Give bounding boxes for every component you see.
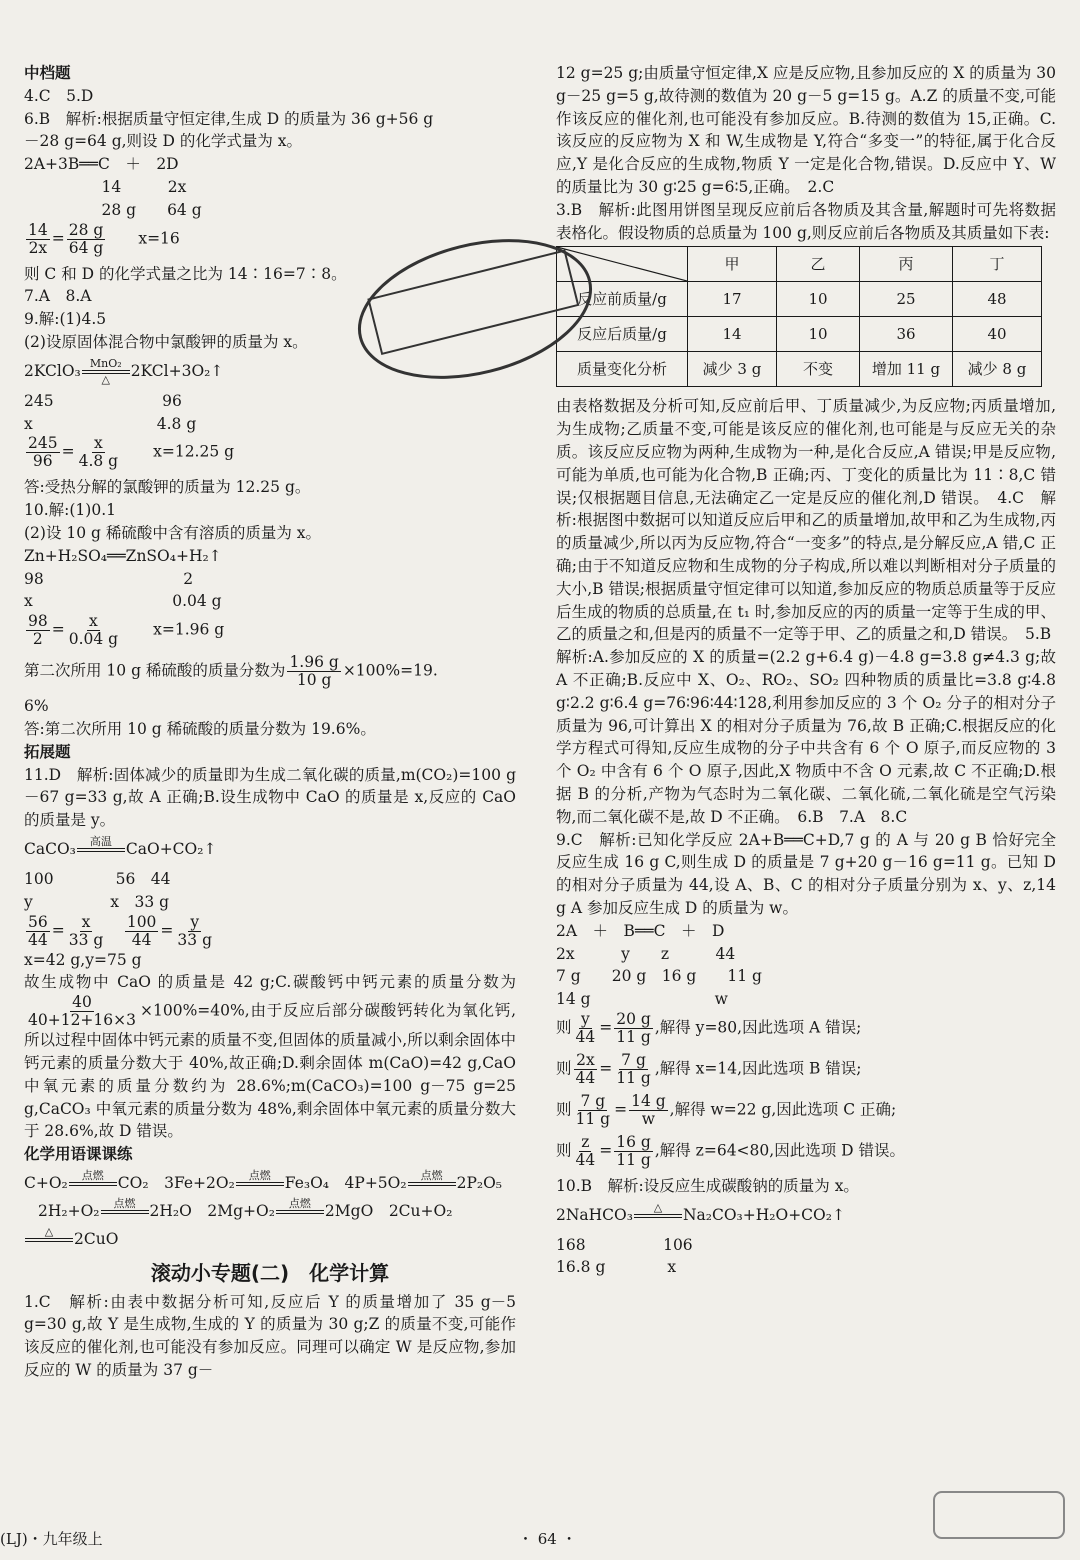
table-row [557,317,1042,352]
table-cell: 14 [688,317,777,352]
fraction-line: 第二次所用 10 g 稀硫酸的质量分数为 $\frac{1.96 g}{10 g}$ ×100%=19. [24,653,438,690]
table-header: 丙 [860,247,953,282]
section-heading: 化学用语课课练 [24,1145,133,1164]
answer-line: 7.A 8.A [24,287,92,306]
fraction-line: 则 $\frac{y}{44}$ = $\frac{20 g}{11 g}$ ,解得 y=80,因此选项 A 错误; [556,1009,862,1046]
table-cell: 减少 8 g [953,352,1042,387]
table-header-row [557,247,1042,282]
table-header: 甲 [688,247,777,282]
equation-line: x 0.04 g [24,592,222,611]
right-column [556,62,1056,1279]
answer-line: 答:受热分解的氯酸钾的质量为 12.25 g。 [24,478,311,497]
fraction-line: 则 $\frac{7 g}{11 g}$ = $\frac{14 g}{w}$ ,解得 w=22 g,因此选项 C 正确; [556,1091,897,1128]
fraction: $\frac{2x}{44}$ [575,1050,596,1087]
answer-line: 10.B 解析:设反应生成碳酸钠的质量为 x。 [556,1176,859,1195]
section-heading: 拓展题 [24,742,71,761]
table-cell: 10 [777,282,860,317]
answer-paragraph: 解析:A.参加反应的 X 的质量=(2.2 g+6.4 g)－4.8 g=3.8 g≠4.3 g;故 A 不正确;B.反应中 X、O₂、RO₂、SO₂ 四种物质的质量比=3.8 g∶4.8 g∶2.2 g∶6.4 g=76∶96∶44∶128,利用参加反应的 3 个 O₂ 分子的相对分子质量为 96,可计算出 X 的相对分子质量为 76,故 B 正确;C.根据反应的化学方程式可得知,反应生成物的分子中共含有 6 个 O 原子,而反应物的 3 个 O₂ 中含有 6 个 O 原子,因此,X 物质中不含 O 元素,故 C 不正确;D.根据 B 的分析,产物为气态时为二氧化碳、二氧化硫,二氧化硫是空气污染物,而二氧化碳不是,故 D 不正确。 6.B 7.A 8.C [556,648,1056,826]
reaction-condition: △ [634,1202,682,1230]
table-header: 乙 [777,247,860,282]
fraction: $\frac{x}{4.8 g}$ [78,434,119,471]
fraction-line: 则 $\frac{z}{44}$ = $\frac{16 g}{11 g}$ ,解得 z=64<80,因此选项 D 错误。 [556,1132,905,1169]
equation-line: 28 g 64 g [24,200,202,219]
table-cell: 减少 3 g [688,352,777,387]
equation-line: 7 g 20 g 16 g 11 g [556,967,762,986]
equation-line: x 4.8 g [24,414,197,433]
equation-line: 168 106 [556,1235,693,1254]
fraction-line: 则 $\frac{2x}{44}$ = $\frac{7 g}{11 g}$ ,解得 x=14,因此选项 B 错误; [556,1050,862,1087]
equation-line: 245 96 [24,391,182,410]
equation-line: 2NaHCO₃ △ Na₂CO₃+H₂O+CO₂↑ [556,1202,1056,1230]
answer-line: 6% [24,697,49,716]
answer-paragraph: 9.C 解析:已知化学反应 2A+B══C+D,7 g 的 A 与 20 g B 恰好完全反应生成 16 g C,则生成 D 的质量是 7 g+20 g－16 g=11 g。已知 D 的相对分子质量为 44,设 A、B、C 的相对分子质量分别为 x、y、z,14 g A 参加反应生成 D 的质量为 w。 [556,830,1056,917]
reaction-condition: 点燃 [276,1198,324,1226]
answer-line: (2)设原固体混合物中氯酸钾的质量为 x。 [24,332,308,351]
reaction-condition: △ [25,1226,73,1254]
fraction: $\frac{16 g}{11 g}$ [616,1132,651,1169]
table-row [557,282,1042,317]
table-cell: 48 [953,282,1042,317]
reaction-condition: 高温 [77,836,125,864]
table-cell: 36 [860,317,953,352]
answer-line: (2)设 10 g 稀硫酸中含有溶质的质量为 x。 [24,523,322,542]
section-title: 滚动小专题(二) 化学计算 [150,1260,390,1285]
section-heading: 中档题 [24,64,71,82]
fraction-line: $\frac{56}{44}$ = $\frac{x}{33 g}$ $\frac{100}{44}$ = $\frac{y}{33 g}$ [28,912,212,949]
answer-paragraph: 12 g=25 g;由质量守恒定律,X 应是反应物,且参加反应的 X 的质量为 30 g－25 g=5 g,故待测的数值为 20 g－5 g=15 g。A.Z 的质量不变,可能作该反应的催化剂,也可能没有参加反应。B.待测的数值为 15,正确。C.该反应的反应物为 X 和 W,生成物是 Y,符合“多变一”的特征,属于化合反应,Y 是化合反应的生成物,物质 Y 一定是化合物,错误。D.反应中 Y、W 的质量比为 30 g∶25 g=6∶5,正确。 2.C [556,64,1056,196]
equation-line: C+O₂ 点燃 CO₂ 3Fe+2O₂ 点燃 Fe₃O₄ 4P+5O₂ 点燃 2P₂O₅ [24,1170,516,1198]
answer-line: 则 C 和 D 的化学式量之比为 14∶16=7∶8。 [24,264,347,283]
equation-line: 2A ＋ B══C ＋ D [556,921,725,940]
equation-line: 2x y z 44 [556,944,736,963]
table-cell: 25 [860,282,953,317]
answer-line: －28 g=64 g,则设 D 的化学式量为 x。 [24,132,303,151]
answer-paragraph: 由表格数据及分析可知,反应前后甲、丁质量减少,为反应物;丙质量增加,为生成物;乙质量不变,可能是该反应的催化剂,也可能是与反应无关的杂质。该反应反应物为两种,生成物为一种,是化合反应,A 错误;甲是反应物,可能为单质,也可能为化合物,B 正确;丙、丁变化的质量比为 11∶8,C 错误;仅根据题目信息,无法确定乙一定是反应的催化剂,D 错误。 4.C 解析:根据图中数据可以知道反应后甲和乙的质量增加,故甲和乙为生成物,丙的质量减少,所以丙为反应物,符合“一变多”的特点,是分解反应,A 错,C 正确;由于不知道反应物和生成物的分子构成,所以难以判断相对分子质量的大小,B 错误;根据质量守恒定律可以知道,参加反应的物质总质量等于反应后生成的物质的总质量,在 t₁ 时,参加反应的丙的质量一定等于生成的甲、乙的质量之和,但是丙的质量不一定等于甲、乙的质量之和,D 错误。 5.B [556,397,1056,644]
table-cell: 反应前质量/g [557,282,688,317]
fraction-line: $\frac{245}{96}$ = $\frac{x}{4.8 g}$ x=12.25 g [28,434,235,471]
answer-line: x=42 g,y=75 g [24,950,142,969]
equation-line: 2A+3B══C ＋ 2D [24,155,179,174]
equation-line: △ 2CuO [24,1226,516,1254]
equation-line: 14 g w [556,990,728,1009]
fraction: $\frac{28 g}{64 g}$ [68,220,104,257]
equation-line: Zn+H₂SO₄══ZnSO₄+H₂↑ [24,546,222,565]
fraction: $\frac{x}{0.04 g}$ [68,612,119,649]
reaction-condition: 点燃 [236,1170,284,1198]
reaction-condition: 点燃 [408,1170,456,1198]
table-cell: 反应后质量/g [557,317,688,352]
fraction: $\frac{100}{44}$ [126,912,157,949]
answer-line: 4.C 5.D [24,86,94,105]
page-number: ・ 64 ・ [518,1530,577,1548]
fraction: $\frac{14}{2x}$ [28,220,48,257]
fraction-line: $\frac{98}{2}$ = $\frac{x}{0.04 g}$ x=1.96 g [28,612,225,649]
equation-line: CaCO₃ 高温 CaO+CO₂↑ [24,836,516,864]
reaction-condition: MnO₂ △ [82,358,130,386]
fraction: $\frac{98}{2}$ [28,612,48,649]
equation-line: 14 2x [24,177,187,196]
table-cell: 40 [953,317,1042,352]
footer-grade: (LJ)・九年级上 [0,1530,103,1548]
answer-line: 6.B 解析:根据质量守恒定律,生成 D 的质量为 36 g+56 g [24,109,434,128]
answer-paragraph: 故生成物中 CaO 的质量是 42 g;C.碳酸钙中钙元素的质量分数为 $\frac{40}{40+12+16\times 3}$ ×100%=40%,由于反应后部分碳酸钙转化为氧化钙,所以过程中固体中钙元素的质量不变,但固体的质量减小,所以剩余固体中钙元素的质量分数大于 40%,故正确;D.剩余固体 m(CaO)=42 g,CaO 中氧元素的质量分数约为 28.6%;m(CaCO₃)=100 g－75 g=25 g,CaCO₃ 中氧元素的质量分数为 48%,剩余固体中氧元素的质量分数大于 28.6%,故 D 错误。 [24,973,516,1141]
answer-line: 答:第二次所用 10 g 稀硫酸的质量分数为 19.6%。 [24,719,376,738]
answer-line: 10.解:(1)0.1 [24,501,116,520]
fraction: $\frac{245}{96}$ [28,434,58,471]
table-row [557,352,1042,387]
table-header: 丁 [953,247,1042,282]
fraction: $\frac{20 g}{11 g}$ [616,1009,651,1046]
fraction: $\frac{7 g}{11 g}$ [616,1050,651,1087]
reaction-condition: 点燃 [101,1198,149,1226]
fraction: $\frac{x}{33 g}$ [68,912,104,949]
table-cell: 质量变化分析 [557,352,688,387]
watermark-stamp [344,224,606,394]
fraction: $\frac{14 g}{w}$ [631,1091,666,1128]
equation-line: 98 2 [24,569,194,588]
answer-site-logo [930,1488,1070,1554]
table-cell: 17 [688,282,777,317]
table-cell: 不变 [777,352,860,387]
answer-paragraph: 1.C 解析:由表中数据分析可知,反应后 Y 的质量增加了 35 g－5 g=30 g,故 Y 是生成物,生成的 Y 的质量为 30 g;Z 的质量不变,可能作该反应的催化剂,也可能没有参加反应。同理可以确定 W 是反应物,参加反应的 W 的质量为 37 g－ [24,1292,516,1380]
table-cell: 10 [777,317,860,352]
reaction-condition: 点燃 [69,1170,117,1198]
fraction: $\frac{y}{44}$ [575,1009,596,1046]
table-cell: 增加 11 g [860,352,953,387]
fraction-line: $\frac{14}{2x}$ = $\frac{28 g}{64 g}$ x=16 [28,220,180,257]
fraction: $\frac{40}{40+12+16\times 3}$ [28,993,136,1030]
fraction: $\frac{56}{44}$ [28,912,48,949]
equation-line: 2KClO₃ MnO₂ △ 2KCl+3O₂↑ [24,356,224,386]
equation-line: y x 33 g [24,892,170,911]
equation-line: 2H₂+O₂ 点燃 2H₂O 2Mg+O₂ 点燃 2MgO 2Cu+O₂ [24,1198,516,1226]
fraction: $\frac{7 g}{11 g}$ [575,1091,611,1128]
fraction: $\frac{y}{33 g}$ [177,912,212,949]
fraction: $\frac{1.96 g}{10 g}$ [289,653,339,690]
answer-line: 9.解:(1)4.5 [24,310,107,329]
equation-line: 100 56 44 [24,869,171,888]
answer-paragraph: 3.B 解析:此图用饼图呈现反应前后各物质及其含量,解题时可先将数据表格化。假设物质的总质量为 100 g,则反应前后各物质及其质量如下表: [556,200,1056,242]
equation-line: 16.8 g x [556,1258,677,1277]
data-table [556,246,1042,387]
answer-paragraph: 11.D 解析:固体减少的质量即为生成二氧化碳的质量,m(CO₂)=100 g－67 g=33 g,故 A 正确;B.设生成物中 CaO 的质量是 x,反应的 CaO 的质量是 y。 [24,765,516,830]
fraction: $\frac{z}{44}$ [575,1132,596,1169]
